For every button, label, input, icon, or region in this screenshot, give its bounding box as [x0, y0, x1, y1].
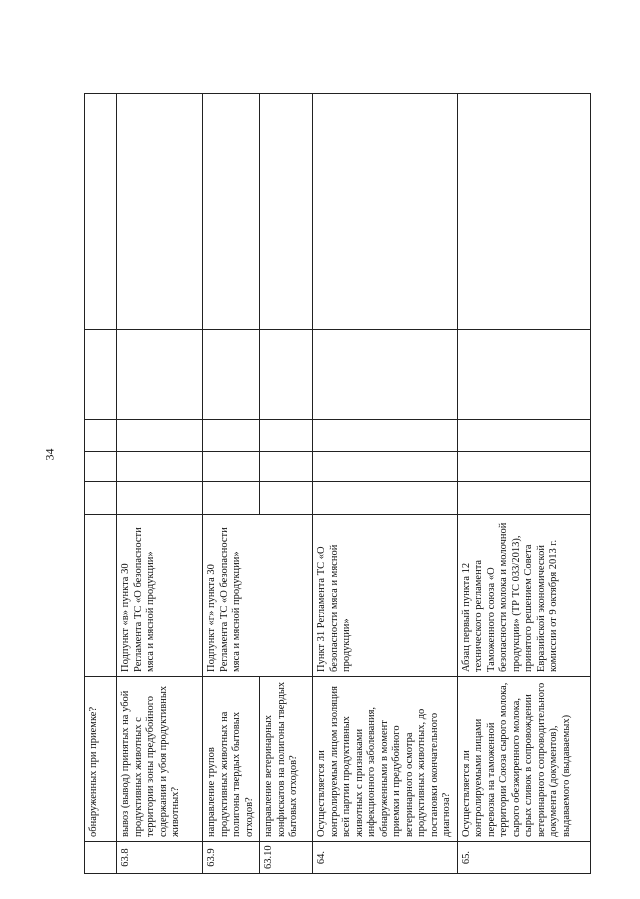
- page-number: 34: [42, 448, 57, 461]
- checklist-table: [84, 93, 591, 874]
- question-cell: Осуществляется ли контролируемым лицом изоляция всей партии продуктивных животных с признаками инфекционного заболевания, обнаруженными в момент приемки и предубойного ветеринарного осмотра продуктивных животных, до постановки окончательного диагноза?: [313, 677, 458, 842]
- row-number: 63.9: [203, 842, 260, 874]
- answer-no-cell: [260, 452, 313, 482]
- answer-na-cell: [457, 420, 590, 452]
- answer-yes-cell: [260, 482, 313, 515]
- requirement-cell: Подпункт «в» пункта 30 Регламента ТС «О безопасности мяса и мясной продукции»: [117, 515, 203, 677]
- note-cell: [203, 330, 260, 420]
- question-cell: обнаруженных при приемке?: [85, 677, 117, 842]
- comment-cell: [85, 94, 117, 330]
- answer-yes-cell: [457, 482, 590, 515]
- requirement-cell: Пункт 31 Регламента ТС «О безопасности мяса и мясной продукции»: [313, 515, 458, 677]
- row-number: 63.8: [117, 842, 203, 874]
- answer-no-cell: [85, 452, 117, 482]
- answer-yes-cell: [117, 482, 203, 515]
- comment-cell: [203, 94, 260, 330]
- table-row: [313, 94, 458, 874]
- row-number: 64.: [313, 842, 458, 874]
- question-cell: направление ветеринарных конфискатов на полигоны твердых бытовых отходов?: [260, 677, 313, 842]
- answer-no-cell: [313, 452, 458, 482]
- answer-na-cell: [117, 420, 203, 452]
- table-row: [260, 94, 313, 874]
- answer-yes-cell: [203, 482, 260, 515]
- question-cell: вывоз (вывод) принятых на убой продуктивных животных с территории зоны предубойного содержания и убоя продуктивных животных?: [117, 677, 203, 842]
- answer-na-cell: [313, 420, 458, 452]
- note-cell: [313, 330, 458, 420]
- note-cell: [85, 330, 117, 420]
- table-row: [457, 94, 590, 874]
- answer-na-cell: [260, 420, 313, 452]
- comment-cell: [260, 94, 313, 330]
- answer-yes-cell: [313, 482, 458, 515]
- requirement-cell: [85, 515, 117, 677]
- table-row: [85, 94, 117, 874]
- question-cell: Осуществляется ли контролируемыми лицами перевозка на таможенной территории Союза сырого молока, сырого обезжиренного молока, сырых сливок в сопровождении ветеринарного сопроводительного документа (документов), выдаваемого (выдаваемых): [457, 677, 590, 842]
- note-cell: [260, 330, 313, 420]
- answer-yes-cell: [85, 482, 117, 515]
- row-number: 65.: [457, 842, 590, 874]
- answer-na-cell: [203, 420, 260, 452]
- question-cell: направление трупов продуктивных животных на полигоны твердых бытовых отходов?: [203, 677, 260, 842]
- answer-no-cell: [203, 452, 260, 482]
- row-number: 63.10: [260, 842, 313, 874]
- comment-cell: [117, 94, 203, 330]
- row-number: [85, 842, 117, 874]
- requirement-cell: Подпункт «г» пункта 30 Регламента ТС «О безопасности мяса и мясной продукции»: [203, 515, 313, 677]
- comment-cell: [313, 94, 458, 330]
- comment-cell: [457, 94, 590, 330]
- answer-na-cell: [85, 420, 117, 452]
- requirement-cell: Абзац первый пункта 12 технического регламента Таможенного союза «О безопасности молока и молочной продукции» (ТР ТС 033/2013), принятого решением Совета Евразийской экономической комиссии от 9 октября 2013 г.: [457, 515, 590, 677]
- table-row: [203, 94, 260, 874]
- note-cell: [457, 330, 590, 420]
- note-cell: [117, 330, 203, 420]
- checklist-table-container: [84, 94, 572, 874]
- table-row: [117, 94, 203, 874]
- answer-no-cell: [457, 452, 590, 482]
- answer-no-cell: [117, 452, 203, 482]
